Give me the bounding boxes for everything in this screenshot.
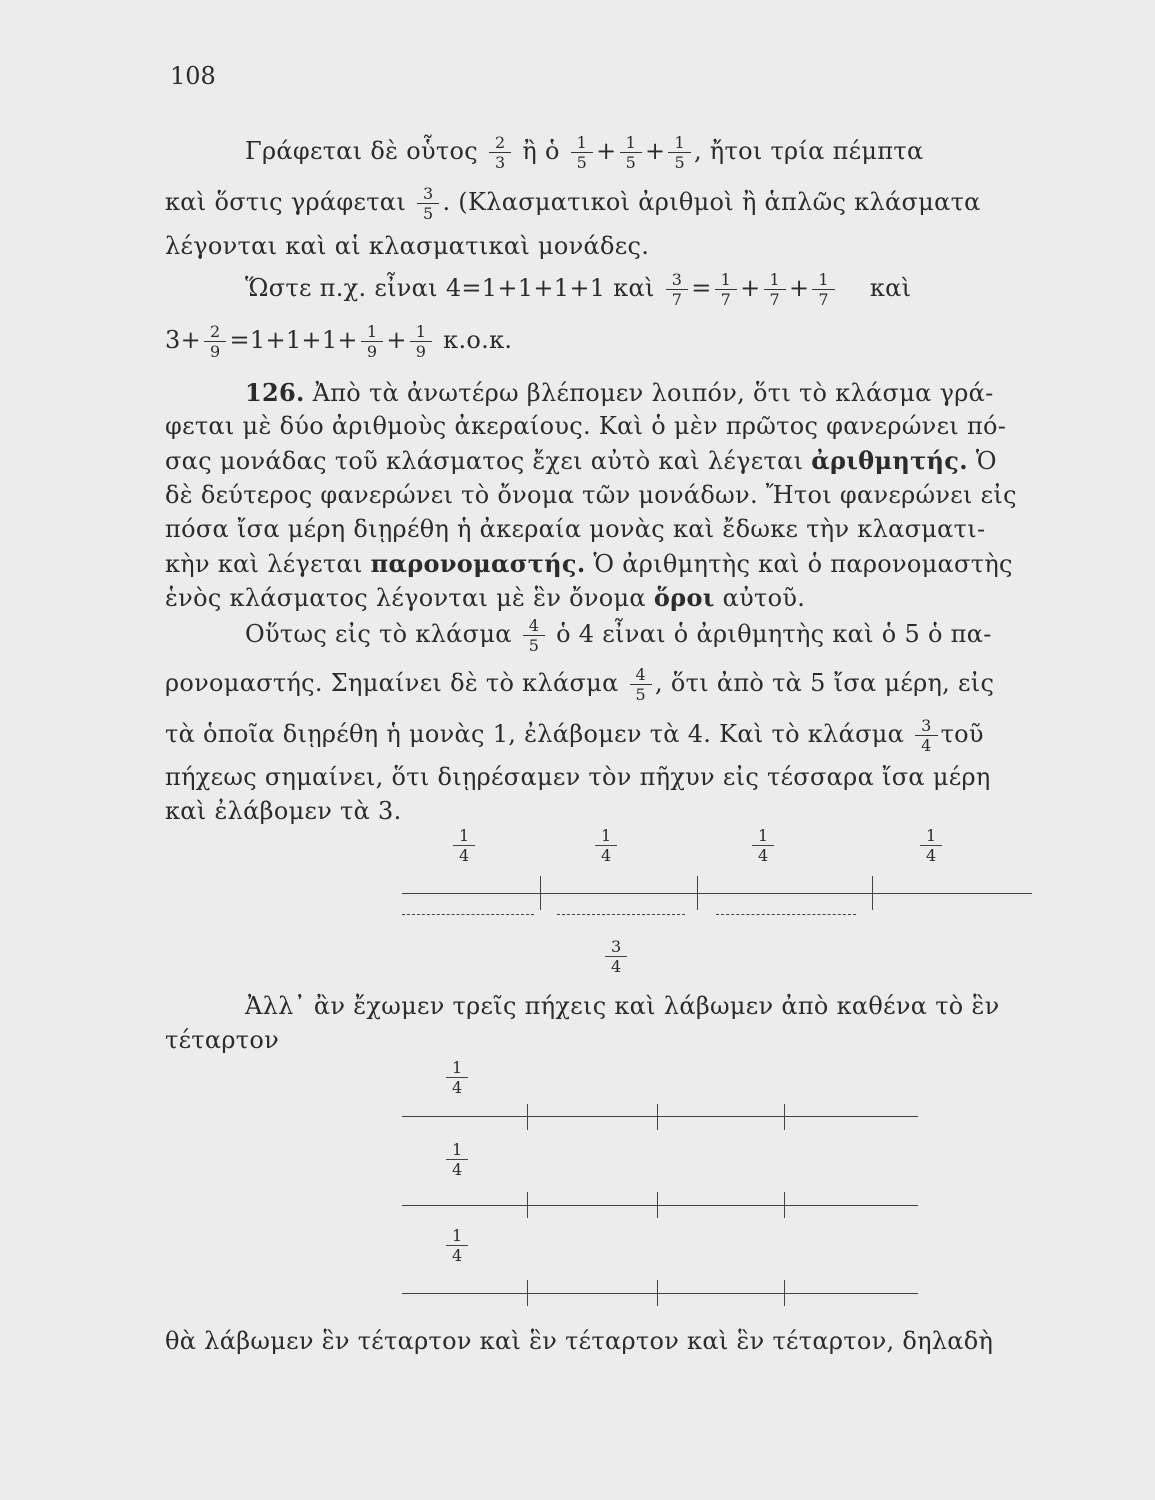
para2-line-3: τὰ ὁποῖα διῃρέθη ἡ μονὰς 1, ἐλάβομεν τὰ 4. Καὶ τὸ κλάσμα $\frac{3}{4}$ τοῦ	[165, 716, 984, 755]
text-line-3: λέγονται καὶ αἱ κλασματικαὶ μονάδες.	[165, 232, 650, 260]
fraction: $\frac{1}{9}$	[361, 322, 383, 361]
section-number: 126.	[245, 378, 305, 407]
text-line-1: Γράφεται δὲ οὗτος $\frac{2}{3}$ ἢ ὁ $\frac{1}{5}$ + $\frac{1}{5}$ + $\frac{1}{5}$ , ἤτοι τρία πέμπτα	[245, 133, 924, 172]
division-tick	[657, 1192, 658, 1218]
text-line-4: Ὥστε π.χ. εἶναι 4=1+1+1+1 καὶ $\frac{3}{7}$ = $\frac{1}{7}$ + $\frac{1}{7}$ + $\frac{1}{7}$ καὶ	[245, 270, 912, 309]
division-tick	[527, 1192, 528, 1218]
para126-line-5: πόσα ἴσα μέρη διῃρέθη ἡ ἀκεραία μονὰς καὶ ἔδωκε τὴν κλασματι-	[165, 515, 986, 543]
fraction: $\frac{1}{7}$	[812, 270, 834, 309]
para2-line-5: καὶ ἐλάβομεν τὰ 3.	[165, 797, 402, 825]
fraction: $\frac{4}{5}$	[523, 616, 545, 655]
page-number: 108	[170, 62, 216, 90]
division-tick	[527, 1104, 528, 1130]
fraction: $\frac{1}{9}$	[410, 322, 432, 361]
cubit-line	[402, 1116, 918, 1117]
division-tick	[540, 876, 541, 910]
quarter-label: 1 4	[453, 826, 475, 865]
para126-line-4: δὲ δεύτερος φανερώνει τὸ ὄνομα τῶν μονάδων. Ἤτοι φανερώνει εἰς	[165, 481, 1017, 509]
para126-line-3: σας μονάδας τοῦ κλάσματος ἔχει αὐτὸ καὶ λέγεται ἀριθμητής. Ὁ	[165, 446, 997, 475]
division-tick	[784, 1192, 785, 1218]
fraction: $\frac{1}{5}$	[668, 133, 690, 172]
term-oroi: ὅροι	[653, 583, 715, 612]
three-quarters-label: 3 4	[605, 937, 627, 976]
para126-line-7: ἑνὸς κλάσματος λέγονται μὲ ἓν ὄνομα ὅροι αὐτοῦ.	[165, 583, 806, 612]
text-line-2: καὶ ὅστις γράφεται $\frac{3}{5}$ . (Κλασματικοὶ ἀριθμοὶ ἢ ἁπλῶς κλάσματα	[165, 184, 981, 223]
fraction: $\frac{2}{9}$	[204, 322, 226, 361]
quarter-label: 1 4	[446, 1140, 468, 1179]
quarter-label: 1 4	[446, 1058, 468, 1097]
division-tick	[657, 1104, 658, 1130]
brace-part	[402, 914, 534, 915]
text-line-5: 3+ $\frac{2}{9}$ =1+1+1+ $\frac{1}{9}$ + $\frac{1}{9}$ κ.ο.κ.	[165, 322, 513, 361]
fraction: $\frac{1}{5}$	[620, 133, 642, 172]
quarter-label: 1 4	[595, 826, 617, 865]
quarter-label: 1 4	[920, 826, 942, 865]
brace-part	[716, 914, 856, 915]
term-arithmitis: ἀριθμητής.	[811, 446, 968, 475]
cubit-line	[402, 1205, 918, 1206]
fraction: $\frac{3}{5}$	[417, 184, 439, 223]
quarter-label: 1 4	[446, 1226, 468, 1265]
fraction: $\frac{1}{7}$	[715, 270, 737, 309]
para126-line-2: φεται μὲ δύο ἀριθμοὺς ἀκεραίους. Καὶ ὁ μὲν πρῶτος φανερώνει πό-	[165, 412, 1007, 440]
fraction: $\frac{4}{5}$	[630, 665, 652, 704]
cubit-line	[402, 893, 1032, 894]
para3-line-1: Ἀλλ᾽ ἂν ἔχωμεν τρεῖς πήχεις καὶ λάβωμεν ἀπὸ καθένα τὸ ἓν	[245, 992, 1000, 1020]
para3-line-2: τέταρτον	[165, 1026, 280, 1054]
cubit-line	[402, 1293, 918, 1294]
division-tick	[784, 1280, 785, 1306]
para126-line-6: κὴν καὶ λέγεται παρονομαστής. Ὁ ἀριθμητὴς καὶ ὁ παρονομαστὴς	[165, 549, 1013, 578]
division-tick	[527, 1280, 528, 1306]
term-paronomastis: παρονομαστής.	[370, 549, 586, 578]
para2-line-2: ρονομαστής. Σημαίνει δὲ τὸ κλάσμα $\frac{4}{5}$ , ὅτι ἀπὸ τὰ 5 ἴσα μέρη, εἰς	[165, 665, 995, 704]
division-tick	[697, 876, 698, 910]
fraction: $\frac{3}{4}$	[915, 716, 937, 755]
quarter-label: 1 4	[752, 826, 774, 865]
fraction: $\frac{2}{3}$	[489, 133, 511, 172]
para2-line-4: πήχεως σημαίνει, ὅτι διῃρέσαμεν τὸν πῆχυν εἰς τέσσαρα ἴσα μέρη	[165, 763, 991, 791]
last-line: θὰ λάβωμεν ἓν τέταρτον καὶ ἓν τέταρτον καὶ ἓν τέταρτον, δηλαδὴ	[165, 1327, 994, 1355]
brace-part	[557, 914, 685, 915]
para126-line-1: 126. Ἀπὸ τὰ ἀνωτέρω βλέπομεν λοιπόν, ὅτι τὸ κλάσμα γρά-	[245, 378, 994, 407]
division-tick	[872, 876, 873, 910]
fraction: $\frac{1}{5}$	[571, 133, 593, 172]
fraction: $\frac{1}{7}$	[764, 270, 786, 309]
division-tick	[657, 1280, 658, 1306]
para2-line-1: Οὕτως εἰς τὸ κλάσμα $\frac{4}{5}$ ὁ 4 εἶναι ὁ ἀριθμητὴς καὶ ὁ 5 ὁ πα-	[245, 616, 992, 655]
fraction: $\frac{3}{7}$	[666, 270, 688, 309]
division-tick	[784, 1104, 785, 1130]
